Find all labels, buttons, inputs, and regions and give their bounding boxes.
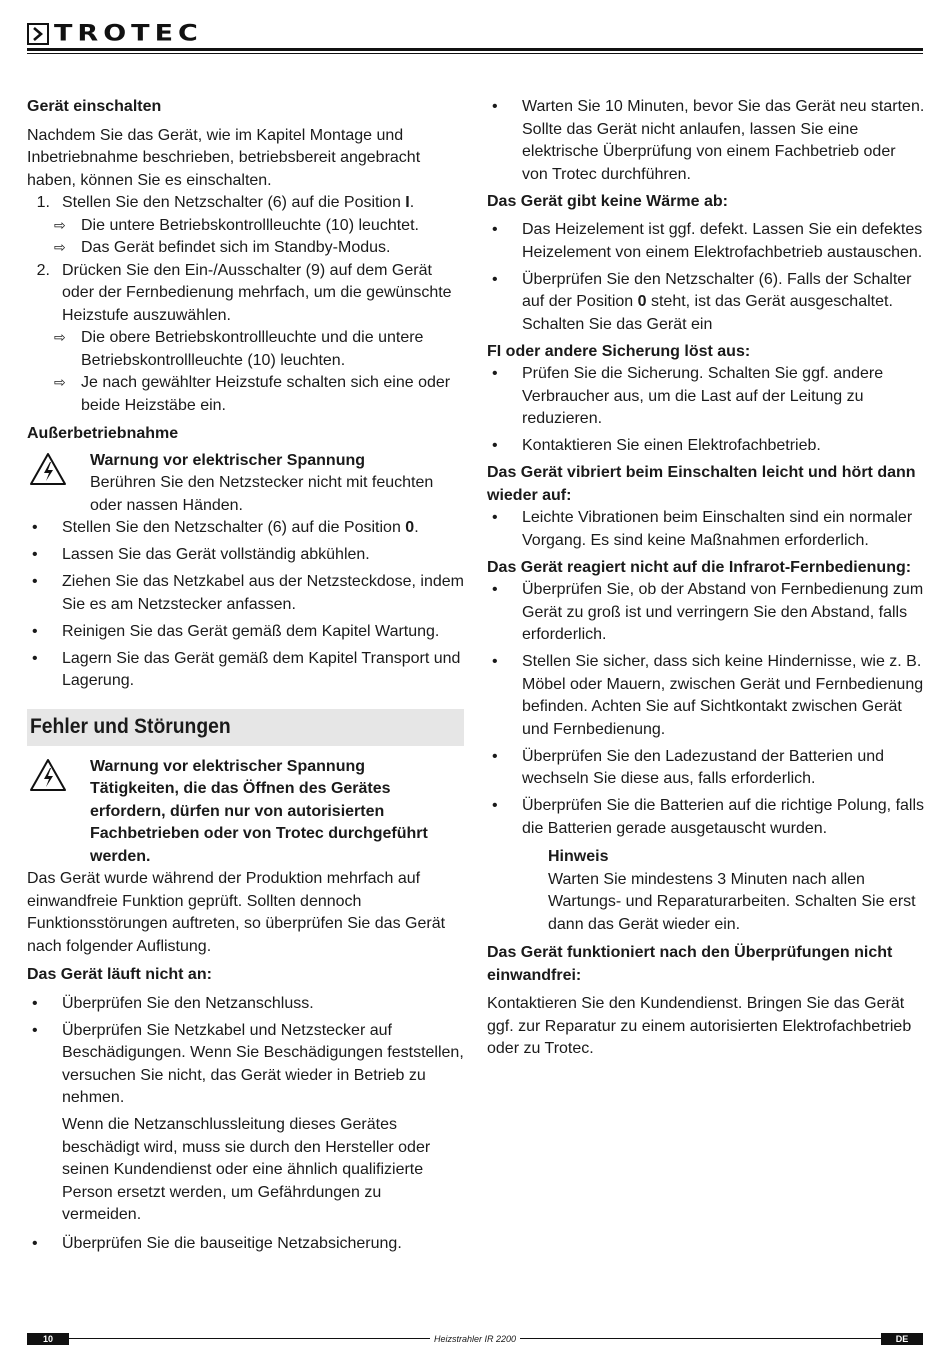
bullet-icon: • [492,270,498,288]
warning-title: Warnung vor elektrischer Spannung [90,757,366,775]
list-item-text: Lassen Sie das Gerät vollständig abkühlen. [62,546,370,563]
heading-final: Das Gerät funktioniert nach den Überprüfungen nicht einwandfrei: [487,944,893,984]
page-footer [27,1333,923,1345]
bullet-icon: • [492,98,498,115]
list-item-text: Stellen Sie den Netzschalter (6) auf die Position [62,519,406,536]
list-item-text: Überprüfen Sie die bauseitige Netzabsicherung. [62,1234,402,1252]
note-text: Warten Sie mindestens 3 Minuten nach allen Wartungs- und Reparaturarbeiten. Schalten Sie erst dann das Gerät wieder ein. [548,870,916,933]
list-item-text: Kontaktieren Sie einen Elektrofachbetrieb. [522,437,821,454]
warning-box [27,450,464,518]
list-item [27,621,464,644]
result-item [54,327,464,372]
list-item-text: Überprüfen Sie den Netzschalter (6). Falls der Schalter auf der Position [522,270,912,310]
list-item [27,1020,464,1110]
paragraph-faults-intro: Das Gerät wurde während der Produktion mehrfach auf einwandfreie Funktion geprüft. Sollten dennoch Funktionsstörungen auftreten, so überprüfen Sie das Gerät nach folgender Auflistung. [27,870,446,955]
list-item [487,795,925,840]
result-text: Das Gerät befindet sich im Standby-Modus. [81,239,391,256]
list-item-text: Überprüfen Sie den Ladezustand der Batterien und wechseln Sie diese aus, falls erforderlich. [522,747,885,787]
step-text-end: . [409,194,415,211]
list-item-text: Reinigen Sie das Gerät gemäß dem Kapitel Wartung. [62,622,440,640]
list-item [487,746,925,791]
page-header [27,18,923,58]
result-text: Die obere Betriebskontrollleuchte und die untere Betriebskontrollleuchte (10) leuchten. [81,329,424,369]
arrow-right-icon: ⇨ [54,330,66,346]
list-item [27,517,464,540]
list-item-text-end: . [414,519,419,536]
list-item-text: Warten Sie 10 Minuten, bevor Sie das Gerät neu starten. Sollte das Gerät nicht anlaufen, lassen Sie eine elektrische Überprüfung von einem Fachbetrieb oder von Trotec durchführen. [522,98,925,183]
list-item [487,507,925,552]
page-number: 10 [27,1333,69,1345]
arrow-right-icon: ⇨ [54,217,66,234]
result-item [54,372,464,417]
bullet-icon: • [32,994,38,1012]
warning-title: Warnung vor elektrischer Spannung [90,451,366,469]
chevron-right-icon [27,23,49,45]
list-item [487,579,925,647]
language-code: DE [881,1333,923,1345]
list-item-text: Prüfen Sie die Sicherung. Schalten Sie ggf. andere Verbraucher aus, um die Last auf der Leitung zu reduzieren. [522,365,884,427]
step-text: Drücken Sie den Ein-/Ausschalter (9) auf dem Gerät oder der Fernbedienung mehrfach, um die gewünschte Heizstufe auszuwählen. [62,261,452,324]
paragraph-final: Kontaktieren Sie den Kundendienst. Bringen Sie das Gerät ggf. zur Reparatur zu einem autorisierten Elektrofachbetrieb oder zu Trotec. [487,995,912,1057]
bullet-icon: • [492,797,498,814]
electric-warning-icon [27,756,90,869]
list-item [487,651,925,741]
heading-no-heat: Das Gerät gibt keine Wärme ab: [487,192,728,210]
list-item [27,648,464,693]
list-item-text: Lagern Sie das Gerät gemäß dem Kapitel Transport und Lagerung. [62,649,461,689]
list-item-text: Leichte Vibrationen beim Einschalten sind ein normaler Vorgang. Es sind keine Maßnahmen erforderlich. [522,509,913,549]
list-item [27,544,464,567]
left-column [27,96,464,1260]
bullet-icon: • [32,649,38,667]
bullet-icon: • [492,509,498,526]
section-header-bar [27,709,464,746]
heading-fuse: FI oder andere Sicherung löst aus: [487,342,751,360]
list-item [487,435,925,458]
heading-switch-on: Gerät einschalten [27,98,162,115]
bullet-icon: • [492,437,498,454]
section-title: Fehler und Störungen [30,714,231,738]
result-item [54,237,464,260]
step-number: 1. [36,194,50,211]
list-item [27,1233,464,1256]
heading-vibration: Das Gerät vibriert beim Einschalten leicht und hört dann wieder auf: [487,464,916,504]
electric-warning-icon [27,450,90,518]
result-text: Die untere Betriebskontrollleuchte (10) leuchtet. [81,216,419,234]
list-item-text-end: steht, ist das Gerät ausgeschaltet. Schalten Sie das Gerät ein [522,293,893,333]
list-item [487,363,925,431]
list-item-text: Überprüfen Sie, ob der Abstand von Fernbedienung zum Gerät zu groß ist und verringern Sie den Abstand, falls erforderlich. [522,581,924,643]
list-item-bold: 0 [637,293,647,310]
paragraph-switch-on-intro: Nachdem Sie das Gerät, wie im Kapitel Montage und Inbetriebnahme beschrieben, betriebsbereit angebracht haben, können Sie es einschalten. [27,126,421,189]
right-column [487,96,925,1061]
bullet-icon: • [32,546,38,563]
bullet-icon: • [492,747,498,765]
list-item-text: Überprüfen Sie den Netzanschluss. [62,994,314,1012]
heading-remote: Das Gerät reagiert nicht auf die Infrarot-Fernbedienung: [487,558,912,576]
bullet-icon: • [32,1021,38,1039]
heading-shutdown: Außerbetriebnahme [27,425,179,442]
list-item [487,96,925,186]
step-number: 2. [36,261,50,279]
trotec-logo [27,20,203,48]
list-item-text: Ziehen Sie das Netzkabel aus der Netzsteckdose, indem Sie es am Netzstecker anfassen. [62,573,464,613]
list-item-text: Überprüfen Sie die Batterien auf die richtige Polung, falls die Batterien gerade ausgetauscht wurden. [522,797,925,837]
heading-not-running: Das Gerät läuft nicht an: [27,966,212,983]
list-item-bold: 0 [405,519,415,536]
list-item [487,269,925,337]
result-item [54,215,464,238]
arrow-right-icon: ⇨ [54,375,66,391]
step-text: Stellen Sie den Netzschalter (6) auf die Position [62,194,406,211]
brand-name: TROTEC [54,20,203,47]
footer-product: Heizstrahler IR 2200 [430,1334,520,1344]
list-item-text: Das Heizelement ist ggf. defekt. Lassen Sie ein defektes Heizelement von einem Elektrofachbetrieb austauschen. [522,221,923,261]
numbered-step [27,192,464,215]
warning-text: Berühren Sie den Netzstecker nicht mit feuchten oder nassen Händen. [90,474,434,514]
header-rule [27,48,923,51]
list-item [27,993,464,1016]
arrow-right-icon: ⇨ [54,240,66,256]
step-bold: I [405,194,410,211]
bullet-icon: • [32,622,38,640]
bullet-icon: • [32,1234,38,1252]
result-text: Je nach gewählter Heizstufe schalten sich eine oder beide Heizstäbe ein. [81,374,451,414]
header-rule-thin [27,53,923,54]
list-item-text: Überprüfen Sie Netzkabel und Netzstecker auf Beschädigungen. Wenn Sie Beschädigungen feststellen, versuchen Sie nicht, das Gerät wieder in Betrieb zu nehmen. [62,1021,464,1106]
warning-text: Tätigkeiten, die das Öffnen des Gerätes erfordern, dürfen nur von autorisierten Fachbetrieben oder von Trotec durchgeführt werden. [90,780,428,865]
list-item [487,219,925,264]
bullet-icon: • [492,221,498,238]
note-title: Hinweis [548,848,609,865]
warning-box [27,756,464,869]
bullet-icon: • [492,653,498,670]
list-item-text: Stellen Sie sicher, dass sich keine Hindernisse, wie z. B. Möbel oder Mauern, zwischen Gerät und Fernbedienung befinden. Achten Sie auf Sichtkontakt zwischen Gerät und Fernbedienung. [522,653,924,738]
bullet-icon: • [32,519,38,536]
note-box [548,846,925,936]
list-item-continuation: Wenn die Netzanschlussleitung dieses Gerätes beschädigt wird, muss sie durch den Hersteller oder seinen Kundendienst oder eine ähnlich qualifizierte Person ersetzt werden, um Gefährdungen zu vermeiden. [62,1116,431,1223]
bullet-icon: • [492,365,498,382]
bullet-icon: • [32,573,38,590]
list-item [27,571,464,616]
numbered-step [27,260,464,328]
bullet-icon: • [492,581,498,598]
